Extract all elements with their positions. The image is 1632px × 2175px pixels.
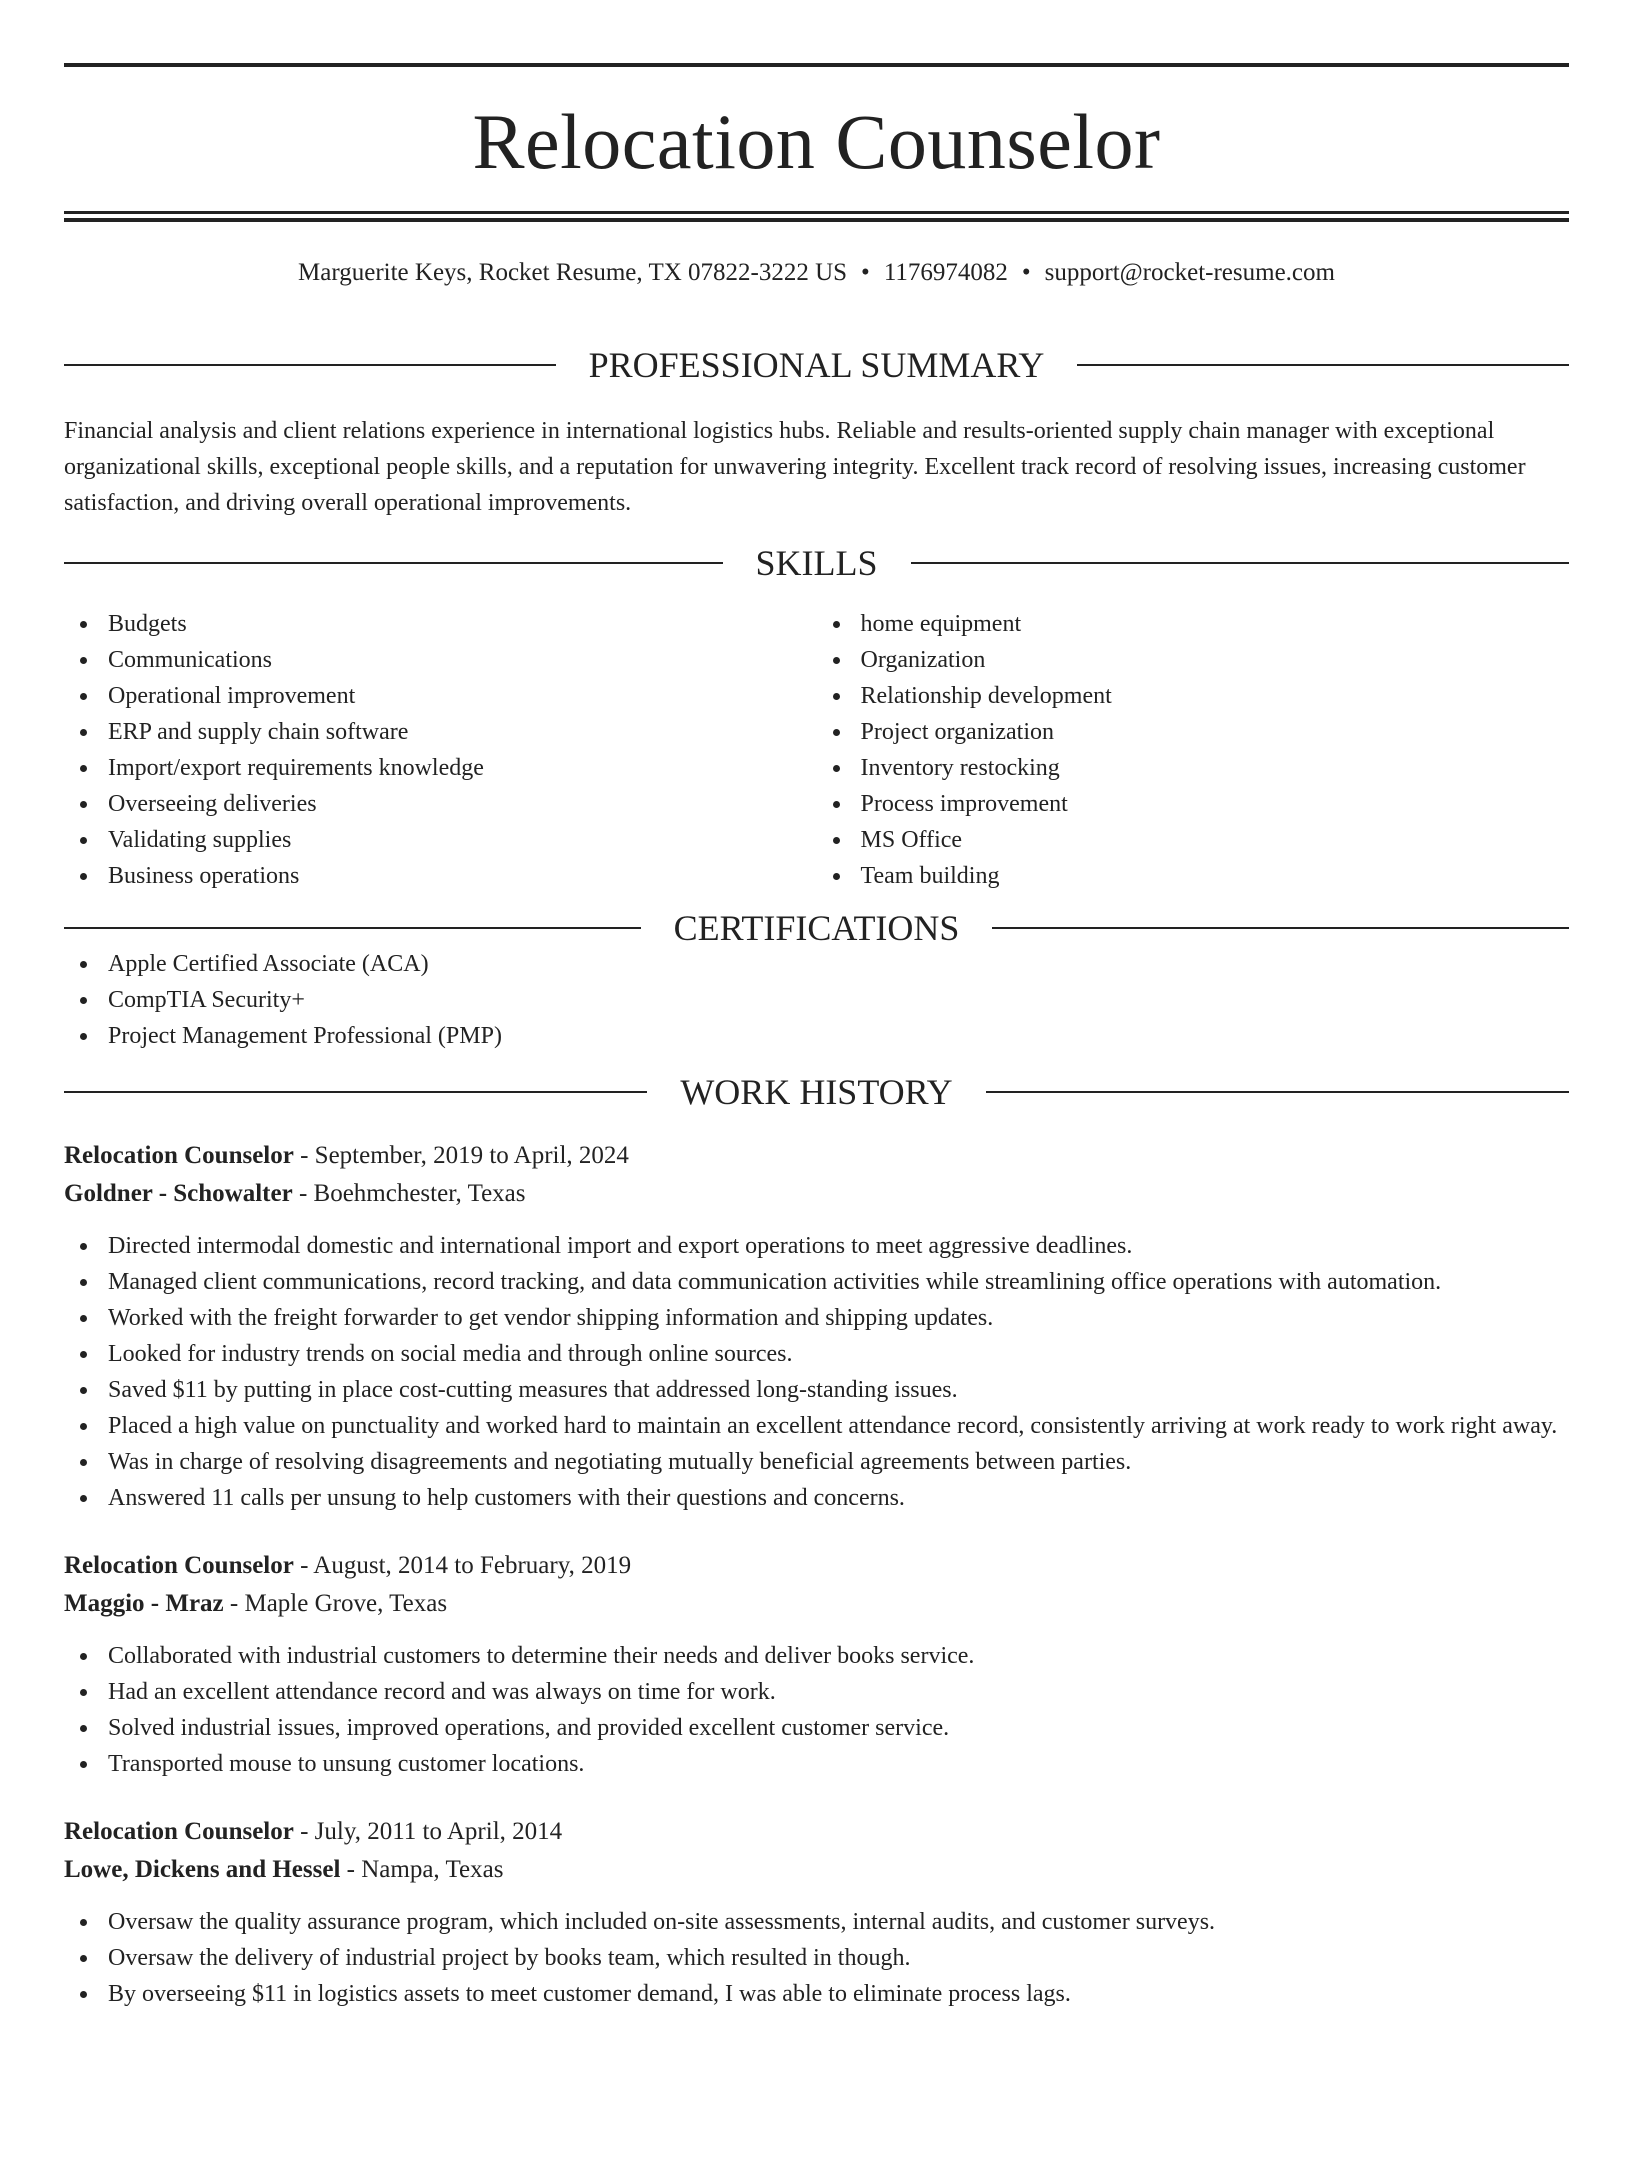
section-title: SKILLS [755,543,878,583]
skills-columns [64,606,1569,894]
job-entry [64,1813,1569,2012]
heading-rule-left [64,1091,647,1093]
list-item: MS Office [817,822,1570,858]
job-location: - Maple Grove, Texas [223,1590,448,1617]
list-item: Saved $11 by putting in place cost-cutting measures that addressed long-standing issues. [64,1372,1569,1408]
summary-text: Financial analysis and client relations experience in international logistics hubs. Reliable and results-oriented supply chain manager with exceptional organizational skills, exceptional people skills, and a reputation for unwavering integrity. Excellent track record of resolving issues, increasing customer satisfaction, and driving overall operational improvements. [64,418,1526,516]
section-title: CERTIFICATIONS [673,908,960,948]
list-item: Transported mouse to unsung customer locations. [64,1746,1569,1782]
list-item: Worked with the freight forwarder to get vendor shipping information and shipping updates. [64,1300,1569,1336]
heading-rule-right [911,562,1570,564]
job-location: - Nampa, Texas [340,1856,504,1883]
list-item: Solved industrial issues, improved operations, and provided excellent customer service. [64,1710,1569,1746]
job-dates: - September, 2019 to April, 2024 [293,1142,629,1169]
job-duties-list [64,1638,1569,1782]
heading-rule-right [986,1091,1569,1093]
list-item: Apple Certified Associate (ACA) [64,946,1569,982]
section-heading-summary [64,347,1569,383]
job-title-line [64,1547,1569,1585]
heading-rule-right [1077,364,1569,366]
job-title: Relocation Counselor [64,1552,294,1579]
job-duties-list [64,1904,1569,2012]
resume-title: Relocation Counselor [472,98,1161,185]
list-item: Placed a high value on punctuality and worked hard to maintain an excellent attendance record, consistently arriving at work ready to work right away. [64,1408,1569,1444]
job-title-line [64,1137,1569,1175]
list-item: Validating supplies [64,822,817,858]
contact-line [64,258,1569,288]
heading-rule-right [992,927,1569,929]
certifications-list [64,946,1569,1054]
skills-list-right [817,606,1570,894]
list-item: Looked for industry trends on social media and through online sources. [64,1336,1569,1372]
job-duties-list [64,1228,1569,1516]
list-item: CompTIA Security+ [64,982,1569,1018]
section-title: PROFESSIONAL SUMMARY [588,345,1045,385]
job-dates: - August, 2014 to February, 2019 [293,1552,632,1579]
section-title: WORK HISTORY [680,1072,953,1112]
job-company-line [64,1585,1569,1623]
list-item: Communications [64,642,817,678]
job-title: Relocation Counselor [64,1818,294,1845]
heading-rule-left [64,364,556,366]
list-item: Relationship development [817,678,1570,714]
job-company: Maggio - Mraz [64,1590,224,1617]
contact-separator: • [861,259,870,286]
job-title-line [64,1813,1569,1851]
list-item: Collaborated with industrial customers to determine their needs and deliver books service. [64,1638,1569,1674]
contact-address: Marguerite Keys, Rocket Resume, TX 07822-3222 US [298,259,848,286]
job-entry [64,1137,1569,1516]
list-item: ERP and supply chain software [64,714,817,750]
list-item: Oversaw the delivery of industrial project by books team, which resulted in though. [64,1940,1569,1976]
section-heading-work-history [64,1074,1569,1110]
job-company: Lowe, Dickens and Hessel [64,1856,341,1883]
contact-email: support@rocket-resume.com [1044,259,1335,286]
section-heading-certifications [64,910,1569,946]
skills-list-left [64,606,817,894]
list-item: Organization [817,642,1570,678]
title-double-divider [64,211,1569,222]
list-item: By overseeing $11 in logistics assets to meet customer demand, I was able to eliminate process lags. [64,1976,1569,2012]
list-item: Project organization [817,714,1570,750]
job-dates: - July, 2011 to April, 2014 [293,1818,563,1845]
job-company: Goldner - Schowalter [64,1180,293,1207]
list-item: Directed intermodal domestic and international import and export operations to meet aggressive deadlines. [64,1228,1569,1264]
contact-separator: • [1021,259,1031,286]
list-item: Overseeing deliveries [64,786,817,822]
list-item: Had an excellent attendance record and was always on time for work. [64,1674,1569,1710]
list-item: Oversaw the quality assurance program, which included on-site assessments, internal audits, and customer surveys. [64,1904,1569,1940]
list-item: Answered 11 calls per unsung to help customers with their questions and concerns. [64,1480,1569,1516]
job-company-line [64,1175,1569,1213]
list-item: home equipment [817,606,1570,642]
work-history-list [64,1137,1569,2012]
list-item: Inventory restocking [817,750,1570,786]
job-entry [64,1547,1569,1782]
job-company-line [64,1851,1569,1889]
section-heading-skills [64,545,1569,581]
heading-rule-left [64,927,641,929]
job-location: - Boehmchester, Texas [292,1180,526,1207]
list-item: Budgets [64,606,817,642]
list-item: Project Management Professional (PMP) [64,1018,1569,1054]
job-title: Relocation Counselor [64,1142,294,1169]
list-item: Team building [817,858,1570,894]
resume-page [0,63,1632,2175]
list-item: Business operations [64,858,817,894]
list-item: Process improvement [817,786,1570,822]
top-divider [64,63,1569,67]
contact-phone: 1176974082 [883,259,1008,286]
list-item: Was in charge of resolving disagreements and negotiating mutually beneficial agreements between parties. [64,1444,1569,1480]
heading-rule-left [64,562,723,564]
list-item: Operational improvement [64,678,817,714]
list-item: Managed client communications, record tracking, and data communication activities while streamlining office operations with automation. [64,1264,1569,1300]
list-item: Import/export requirements knowledge [64,750,817,786]
